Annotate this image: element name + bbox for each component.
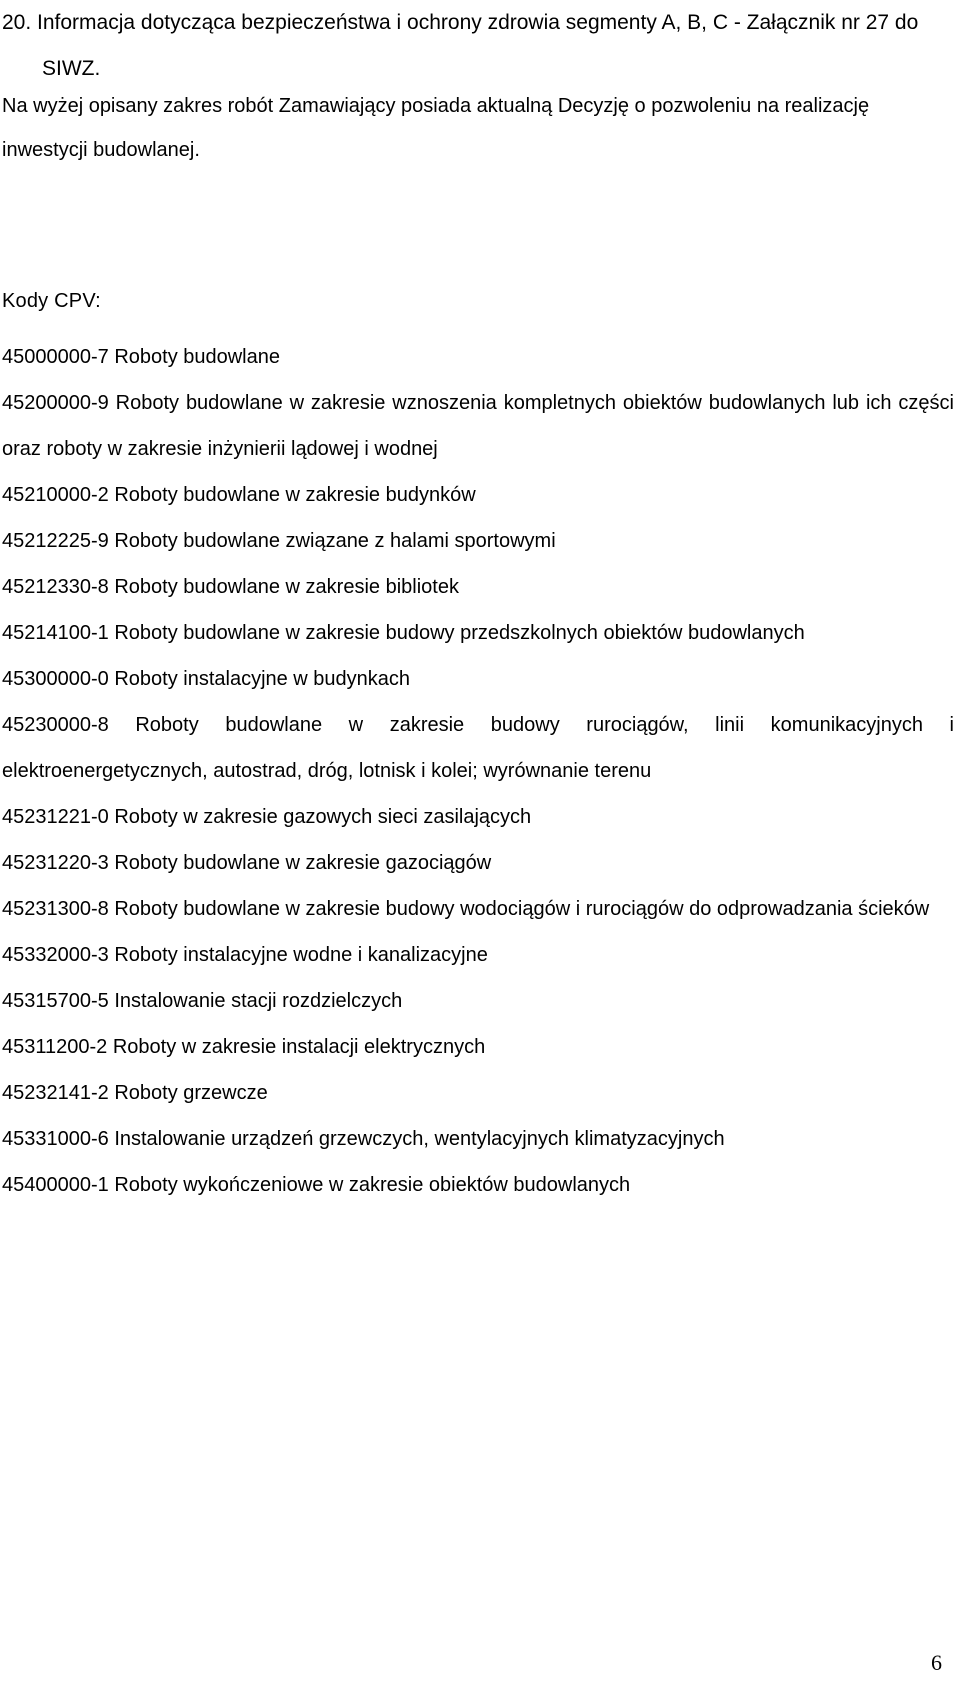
cpv-item: 45315700-5 Instalowanie stacji rozdzielczych (2, 990, 403, 1012)
cpv-item: 45300000-0 Roboty instalacyjne w budynkach (2, 668, 411, 690)
section-heading-line2: SIWZ. (42, 57, 101, 80)
cpv-item: 45311200-2 Roboty w zakresie instalacji elektrycznych (2, 1036, 486, 1058)
cpv-item: 45212225-9 Roboty budowlane związane z halami sportowymi (2, 530, 556, 552)
cpv-item: 45231300-8 Roboty budowlane w zakresie budowy wodociągów i rurociągów do odprowadzania ścieków (2, 898, 930, 920)
section-heading (2, 0, 952, 92)
cpv-item: 45214100-1 Roboty budowlane w zakresie budowy przedszkolnych obiektów budowlanych (2, 622, 805, 644)
intro-paragraph: Na wyżej opisany zakres robót Zamawiający posiada aktualną Decyzję o pozwoleniu na realizację inwestycji budowlanej. (2, 95, 870, 161)
section-heading-line1: 20. Informacja dotycząca bezpieczeństwa i ochrony zdrowia segmenty A, B, C - Załącznik nr 27 do (2, 11, 919, 34)
cpv-list (2, 334, 954, 1208)
cpv-item: 45232141-2 Roboty grzewcze (2, 1082, 268, 1104)
cpv-item: 45200000-9 Roboty budowlane w zakresie wznoszenia kompletnych obiektów budowlanych lub ich części oraz roboty w zakresie inżynierii lądowej i wodnej (2, 392, 954, 460)
cpv-title: Kody CPV: (2, 290, 101, 312)
cpv-item: 45400000-1 Roboty wykończeniowe w zakresie obiektów budowlanych (2, 1174, 631, 1196)
cpv-item: 45331000-6 Instalowanie urządzeń grzewczych, wentylacyjnych klimatyzacyjnych (2, 1128, 725, 1150)
cpv-item: 45230000-8 Roboty budowlane w zakresie budowy rurociągów, linii komunikacyjnych i elektroenergetycznych, autostrad, dróg, lotnisk i kolei; wyrównanie terenu (2, 714, 954, 782)
cpv-item: 45231220-3 Roboty budowlane w zakresie gazociągów (2, 852, 492, 874)
cpv-item: 45231221-0 Roboty w zakresie gazowych sieci zasilających (2, 806, 532, 828)
cpv-item: 45212330-8 Roboty budowlane w zakresie bibliotek (2, 576, 459, 598)
cpv-item: 45000000-7 Roboty budowlane (2, 346, 280, 368)
page-number: 6 (931, 1650, 942, 1675)
cpv-item: 45210000-2 Roboty budowlane w zakresie budynków (2, 484, 476, 506)
cpv-item: 45332000-3 Roboty instalacyjne wodne i kanalizacyjne (2, 944, 488, 966)
